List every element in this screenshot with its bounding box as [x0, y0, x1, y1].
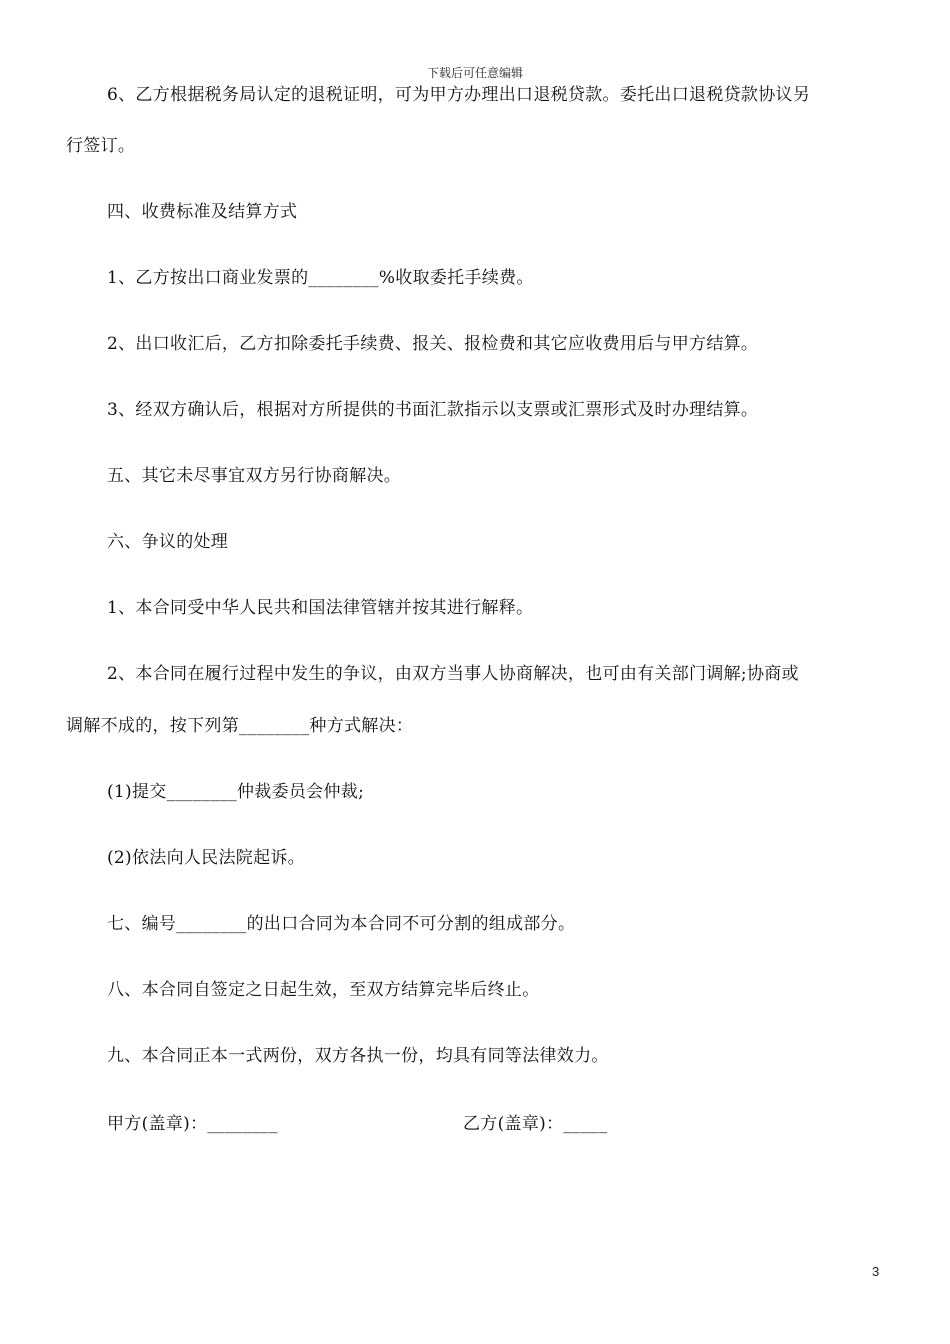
section-heading-disputes: 六、争议的处理 [107, 532, 229, 552]
fee-clause-1: 1、乙方按出口商业发票的________%收取委托手续费。 [107, 268, 534, 288]
section-seven: 七、编号________的出口合同为本合同不可分割的组成部分。 [107, 914, 576, 934]
fee-clause-2: 2、出口收汇后，乙方扣除委托手续费、报关、报检费和其它应收费用后与甲方结算。 [107, 334, 759, 354]
paragraph-6-line-1: 6、乙方根据税务局认定的退税证明，可为甲方办理出口退税贷款。委托出口退税贷款协议另 [107, 85, 811, 105]
header-note: 下载后可任意编辑 [426, 66, 523, 80]
dispute-clause-2-line-2: 调解不成的，按下列第________种方式解决： [66, 716, 414, 736]
dispute-option-1: (1)提交________仲裁委员会仲裁; [107, 782, 365, 802]
section-eight: 八、本合同自签定之日起生效，至双方结算完毕后终止。 [107, 980, 540, 1000]
party-b-signature: 乙方(盖章)：_____ [463, 1114, 608, 1134]
page-number: 3 [872, 1264, 880, 1279]
dispute-option-2: (2)依法向人民法院起诉。 [107, 848, 305, 868]
dispute-clause-2-line-1: 2、本合同在履行过程中发生的争议，由双方当事人协商解决，也可由有关部门调解;协商或 [107, 664, 799, 684]
section-heading-fees: 四、收费标准及结算方式 [107, 202, 298, 222]
party-a-signature: 甲方(盖章)：________ [107, 1114, 278, 1134]
paragraph-6-line-2: 行签订。 [66, 136, 136, 156]
section-heading-other-matters: 五、其它未尽事宜双方另行协商解决。 [107, 466, 402, 486]
section-nine: 九、本合同正本一式两份，双方各执一份，均具有同等法律效力。 [107, 1046, 609, 1066]
fee-clause-3: 3、经双方确认后，根据对方所提供的书面汇款指示以支票或汇票形式及时办理结算。 [107, 400, 759, 420]
dispute-clause-1: 1、本合同受中华人民共和国法律管辖并按其进行解释。 [107, 598, 534, 618]
